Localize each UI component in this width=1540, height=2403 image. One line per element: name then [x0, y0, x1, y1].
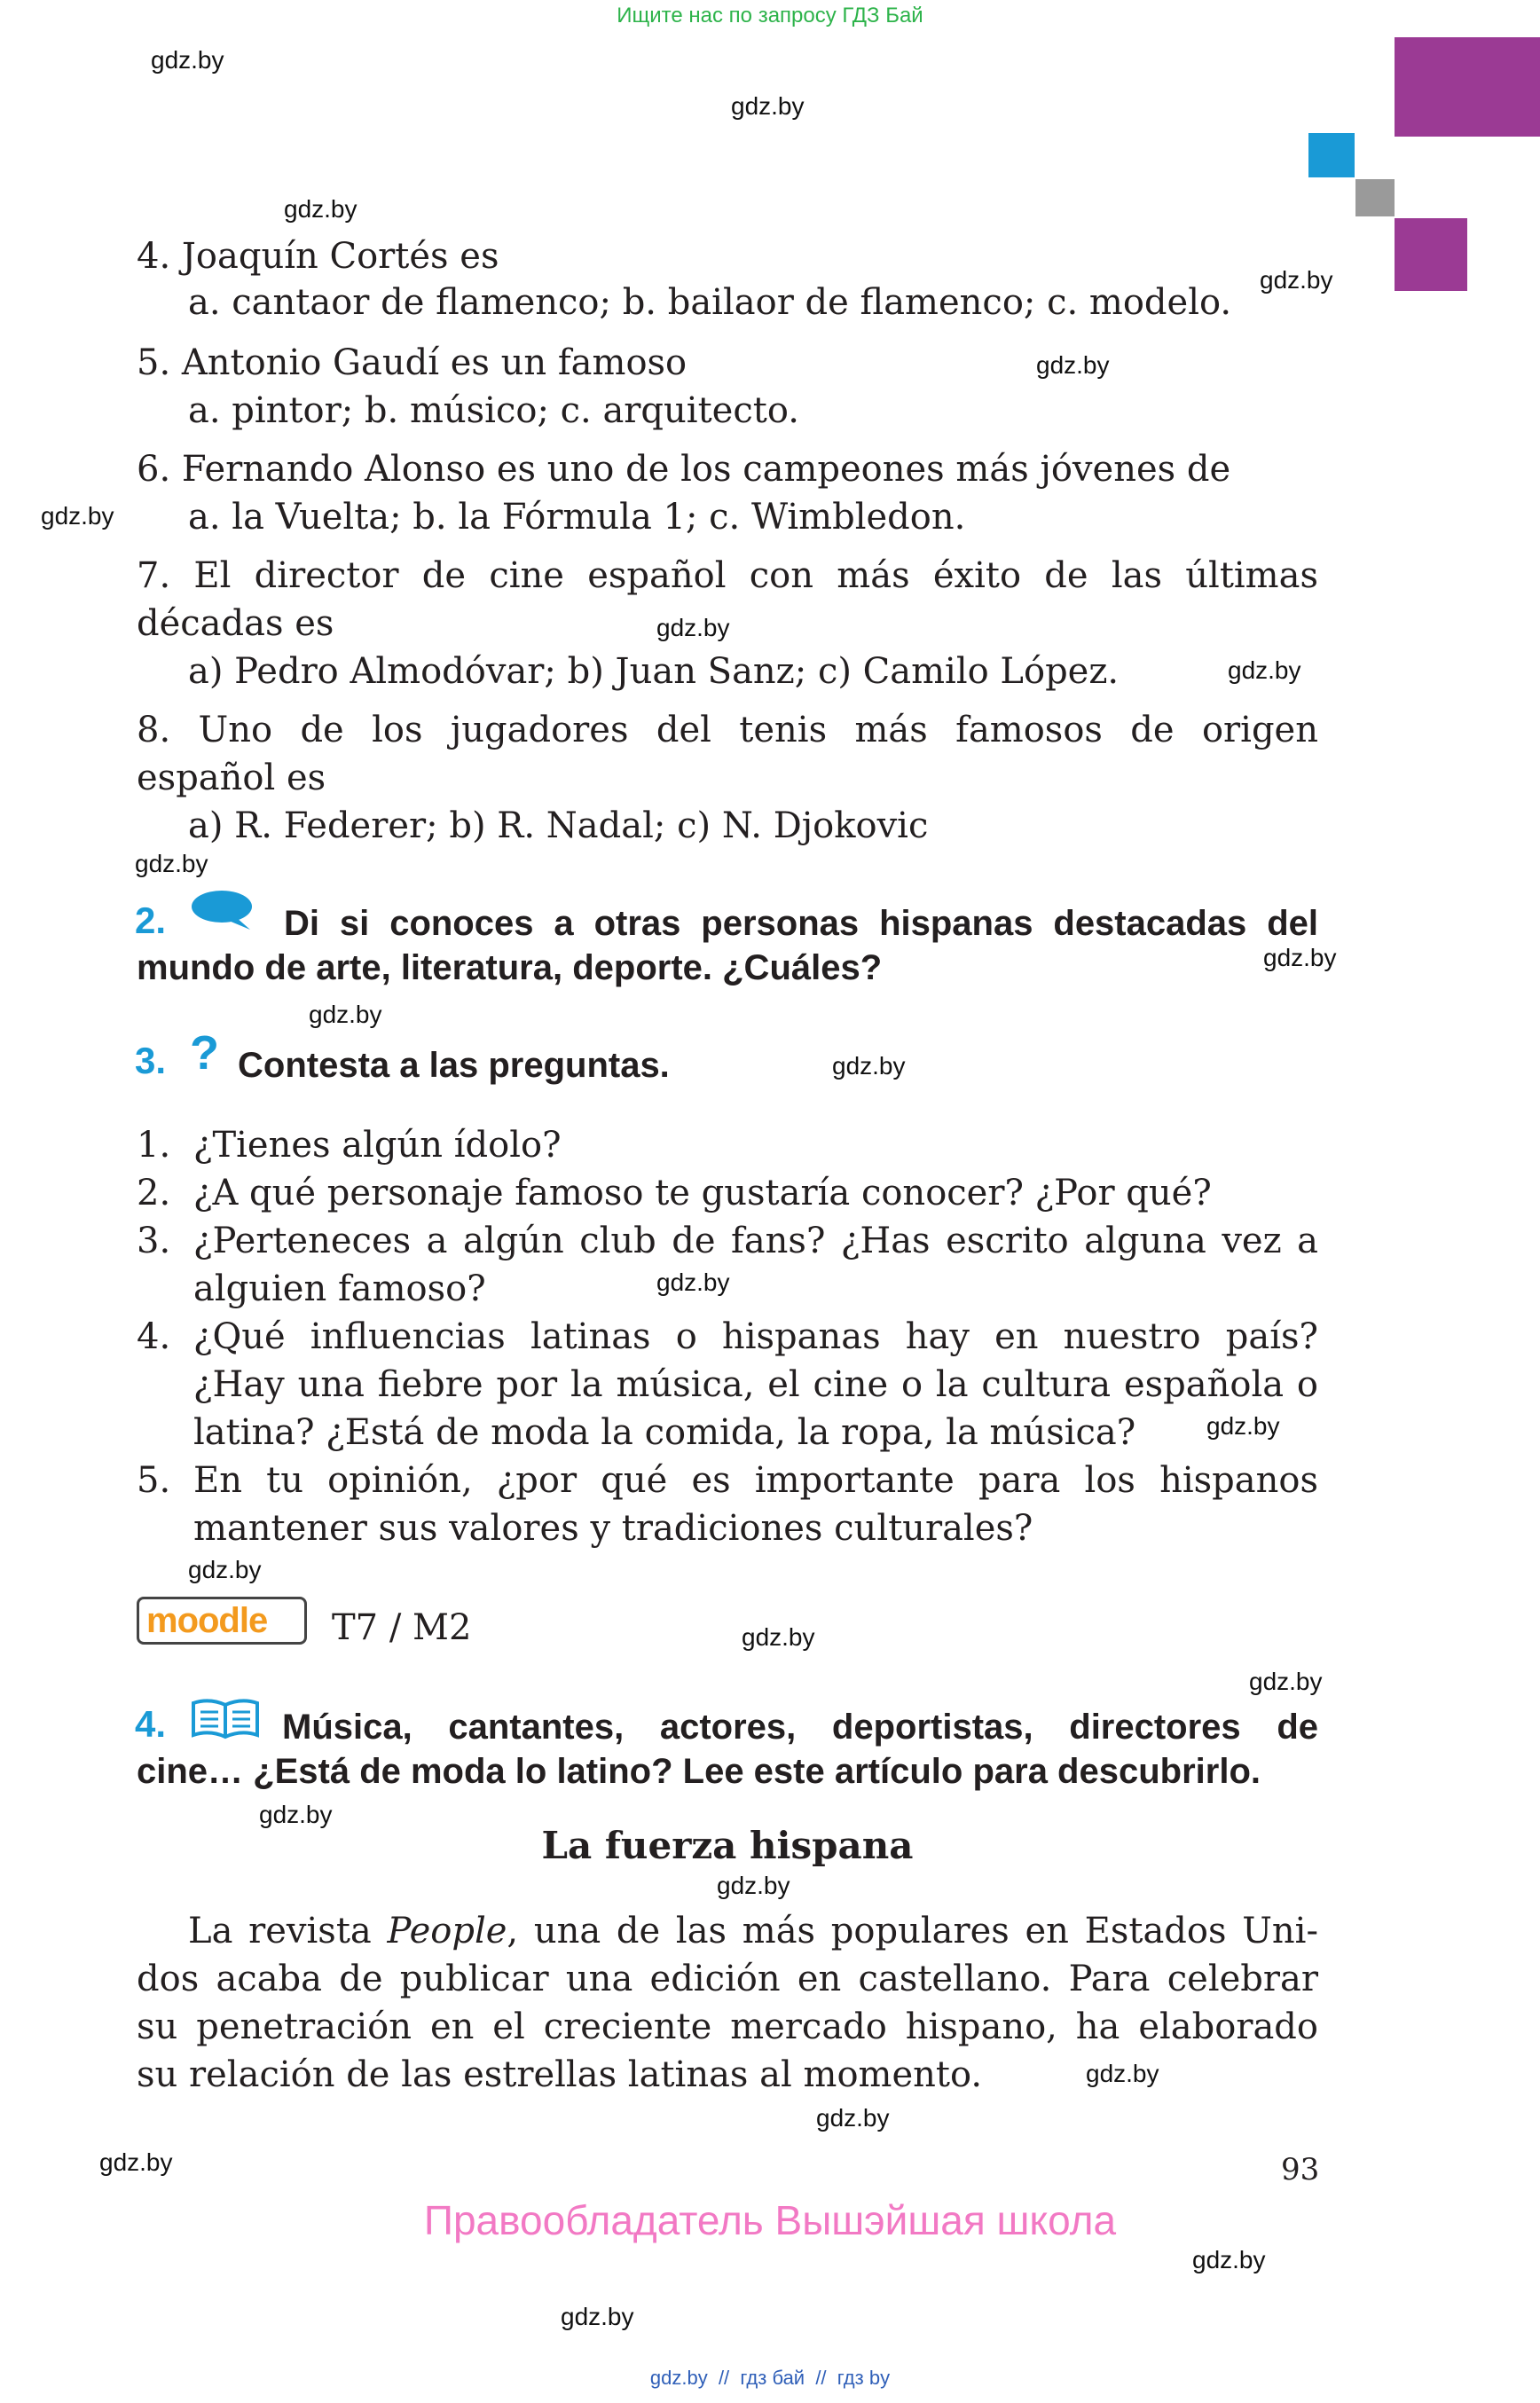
question-number: 1. [137, 1125, 171, 1166]
moodle-ref: T7 / M2 [332, 1607, 472, 1648]
question-text: ¿A qué personaje famoso te gustaría conocer? ¿Por qué? [193, 1173, 1212, 1213]
watermark: gdz.by [656, 1268, 730, 1296]
exercise-4-line2: cine… ¿Está de moda lo latino? Lee este artículo para descubrirlo. [137, 1752, 1261, 1791]
watermark: gdz.by [1260, 266, 1333, 294]
watermark: gdz.by [656, 614, 730, 641]
watermark: gdz.by [1206, 1412, 1280, 1440]
question-text: ¿Hay una fiebre por la música, el cine o la cultura española o [193, 1364, 1318, 1405]
copyright-notice: Правообладатель Вышэйшая школа [423, 2197, 1117, 2243]
watermark: gdz.by [284, 195, 358, 223]
question-text: ¿Tienes algún ídolo? [193, 1125, 562, 1166]
watermark: gdz.by [1036, 351, 1110, 379]
watermark: gdz.by [1086, 2060, 1159, 2087]
question-number: 5. [137, 1460, 171, 1501]
decor-square-blue [1308, 133, 1355, 177]
article-line: su relación de las estrellas latinas al momento. [137, 2054, 983, 2095]
question-mark-icon: ? [190, 1026, 219, 1080]
watermark: gdz.by [99, 2148, 173, 2176]
footer-links[interactable]: gdz.by // гдз бай // гдз by [649, 2367, 891, 2389]
speech-bubble-icon [190, 889, 257, 935]
question-number: 4. [137, 1316, 171, 1357]
watermark: gdz.by [1249, 1668, 1323, 1695]
quiz-question-8: 8. Uno de los jugadores del tenis más famosos de origen [137, 710, 1318, 750]
quiz-question-7-cont: décadas es [137, 603, 334, 644]
quiz-answers-5: a. pintor; b. músico; c. arquitecto. [188, 390, 799, 431]
watermark: gdz.by [309, 1001, 382, 1028]
decor-square-gray [1355, 179, 1395, 216]
quiz-answers-8: a) R. Federer; b) R. Nadal; c) N. Djokovic [188, 805, 929, 846]
article-title: La fuerza hispana [541, 1824, 914, 1867]
article-line-1-start: La revista [188, 1911, 388, 1951]
exercise-2-line1: Di si conoces a otras personas hispanas destacadas del [284, 904, 1318, 943]
quiz-question-4: 4. Joaquín Cortés es [137, 236, 499, 277]
exercise-3-number: 3. [135, 1040, 167, 1081]
watermark: gdz.by [41, 502, 114, 530]
quiz-question-8-cont: español es [137, 758, 326, 798]
quiz-question-6: 6. Fernando Alonso es uno de los campeones más jóvenes de [137, 449, 1231, 490]
watermark: gdz.by [816, 2104, 890, 2132]
decor-square-purple-small [1395, 218, 1467, 291]
question-text: ¿Perteneces a algún club de fans? ¿Has escrito alguna vez a [193, 1221, 1318, 1261]
article-line: su penetración en el creciente mercado hispano, ha elaborado [137, 2006, 1318, 2047]
article-line-1 [188, 1907, 1318, 1955]
quiz-question-5: 5. Antonio Gaudí es un famoso [137, 342, 688, 383]
article-magazine-name: People [387, 1911, 507, 1951]
watermark: gdz.by [717, 1872, 790, 1899]
moodle-logo-text: moodle [146, 1601, 268, 1640]
watermark: gdz.by [731, 92, 805, 120]
watermark: gdz.by [561, 2303, 634, 2330]
question-text: ¿Qué influencias latinas o hispanas hay en nuestro país? [193, 1316, 1318, 1357]
watermark: gdz.by [188, 1556, 262, 1583]
decor-square-purple-large [1395, 37, 1540, 137]
article-line: dos acaba de publicar una edición en castellano. Para celebrar [137, 1959, 1318, 1999]
page-number: 93 [1281, 2152, 1320, 2187]
open-book-icon [190, 1698, 261, 1744]
exercise-4-number: 4. [135, 1703, 167, 1745]
article-line-1-rest: , una de las más populares en Estados Uni- [507, 1911, 1318, 1951]
exercise-4-line1: Música, cantantes, actores, deportistas, directores de [282, 1708, 1318, 1747]
question-text: En tu opinión, ¿por qué es importante para los hispanos [193, 1460, 1318, 1501]
watermark: gdz.by [135, 850, 208, 877]
top-banner: Ищите нас по запросу ГДЗ Бай [617, 4, 923, 27]
exercise-2-line2: mundo de arte, literatura, deporte. ¿Cuáles? [137, 948, 883, 987]
exercise-2-number: 2. [135, 899, 167, 941]
question-text: alguien famoso? [193, 1268, 486, 1309]
quiz-question-7: 7. El director de cine español con más éxito de las últimas [137, 555, 1318, 596]
watermark: gdz.by [1228, 656, 1301, 684]
watermark: gdz.by [742, 1623, 815, 1651]
moodle-logo [137, 1597, 307, 1645]
question-text: mantener sus valores y tradiciones culturales? [193, 1508, 1033, 1549]
quiz-answers-4: a. cantaor de flamenco; b. bailaor de flamenco; c. modelo. [188, 282, 1232, 323]
watermark: gdz.by [1192, 2246, 1266, 2273]
watermark: gdz.by [151, 46, 224, 74]
quiz-answers-6: a. la Vuelta; b. la Fórmula 1; c. Wimbledon. [188, 497, 966, 538]
exercise-3-title: Contesta a las preguntas. [238, 1046, 670, 1085]
watermark: gdz.by [832, 1052, 906, 1080]
question-number: 2. [137, 1173, 171, 1213]
question-number: 3. [137, 1221, 171, 1261]
watermark: gdz.by [1263, 944, 1337, 971]
quiz-answers-7: a) Pedro Almodóvar; b) Juan Sanz; c) Camilo López. [188, 651, 1120, 692]
question-text: latina? ¿Está de moda la comida, la ropa, la música? [193, 1412, 1136, 1453]
watermark: gdz.by [259, 1801, 333, 1828]
